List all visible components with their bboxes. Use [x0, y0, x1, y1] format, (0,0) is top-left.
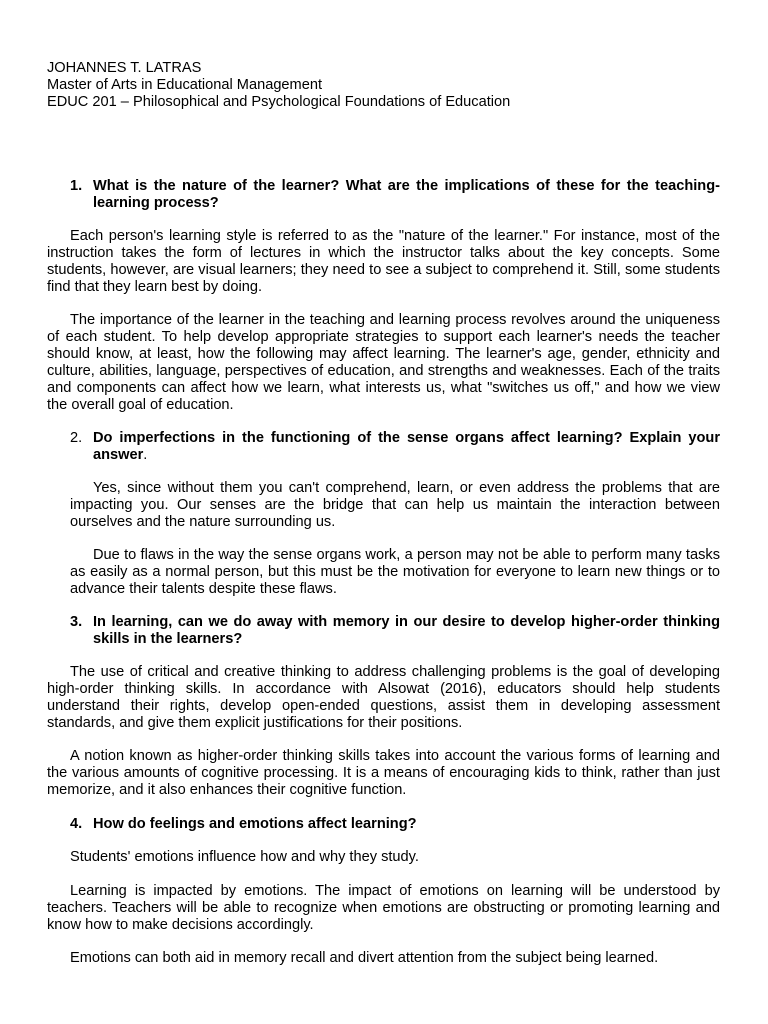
question-text: What is the nature of the learner? What are the implications of these for the teaching-learning process?	[93, 178, 720, 211]
question-number: 1.	[70, 178, 83, 194]
answer-paragraph: The use of critical and creative thinking to address challenging problems is the goal of developing high-order thinking skills. In accordance with Alsowat (2016), educators should help students understand their rights, develop open-ended questions, assist them in developing assessment standards, and give them explicit justifications for their positions.	[47, 664, 720, 731]
question-text-period: .	[143, 447, 148, 463]
question-1	[70, 178, 720, 212]
answer-paragraph: Yes, since without them you can't comprehend, learn, or even address the problems that are impacting you. Our senses are the bridge that can help us maintain the interaction between ourselves and the nature surrounding us.	[70, 480, 720, 530]
question-text: In learning, can we do away with memory in our desire to develop higher-order thinking skills in the learners?	[93, 614, 720, 647]
course-title: EDUC 201 – Philosophical and Psychological Foundations of Education	[47, 94, 511, 110]
question-number: 2.	[70, 430, 83, 446]
author-degree: Master of Arts in Educational Management	[47, 77, 322, 93]
question-4	[70, 816, 720, 833]
document-header	[47, 60, 727, 111]
answer-paragraph: The importance of the learner in the teaching and learning process revolves around the uniqueness of each student. To help develop appropriate strategies to support each learner's needs the teacher should know, at least, how the following may affect learning. The learner's age, gender, ethnicity and culture, abilities, language, perspectives of education, and strengths and weaknesses. Each of the traits and components can affect how we learn, what interests us, what "switches us off," and how we view the overall goal of education.	[47, 312, 720, 413]
question-3	[70, 614, 720, 648]
answer-paragraph: Due to flaws in the way the sense organs work, a person may not be able to perform many tasks as easily as a normal person, but this must be the motivation for everyone to learn new things or to advance their talents despite these flaws.	[70, 547, 720, 597]
answer-paragraph: Each person's learning style is referred to as the "nature of the learner." For instance, most of the instruction takes the form of lectures in which the instructor talks about the key concepts. Some students, however, are visual learners; they need to see a subject to comprehend it. Still, some students find that they learn best by doing.	[47, 228, 720, 295]
answer-paragraph: Learning is impacted by emotions. The impact of emotions on learning will be understood by teachers. Teachers will be able to recognize when emotions are obstructing or promoting learning and know how to make decisions accordingly.	[47, 883, 720, 933]
answer-paragraph: A notion known as higher-order thinking skills takes into account the various forms of learning and the various amounts of cognitive processing. It is a means of encouraging kids to think, rather than just memorize, and it also enhances their cognitive function.	[47, 748, 720, 798]
question-text: How do feelings and emotions affect learning?	[93, 816, 417, 832]
answer-paragraph: Students' emotions influence how and why they study.	[70, 849, 419, 865]
answer-paragraph: Emotions can both aid in memory recall and divert attention from the subject being learned.	[70, 950, 659, 966]
question-text-wrap	[93, 430, 720, 464]
question-2	[70, 430, 720, 464]
question-number: 4.	[70, 816, 83, 832]
question-number: 3.	[70, 614, 83, 630]
question-text: Do imperfections in the functioning of the sense organs affect learning? Explain your answer	[93, 430, 720, 463]
author-name: JOHANNES T. LATRAS	[47, 60, 202, 76]
